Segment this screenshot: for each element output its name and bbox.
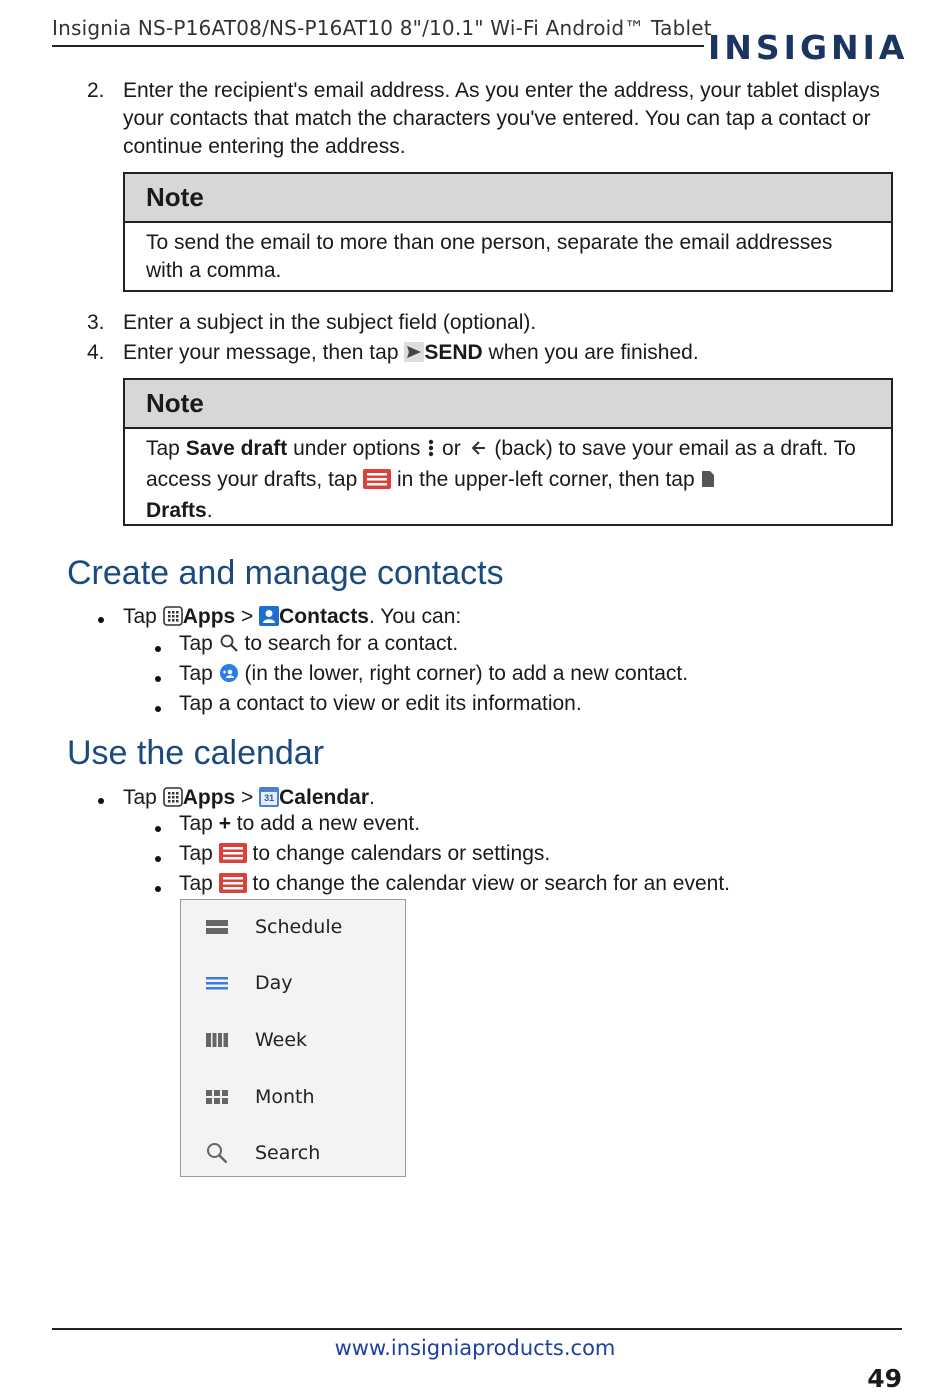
menu-item-search[interactable] (181, 1133, 405, 1173)
calendar-icon-date: 31 (264, 793, 275, 803)
note-2-part: (back) to save your email as a draft. To access your drafts, tap (146, 437, 856, 491)
tap-text: Tap (179, 872, 219, 895)
apps-label: Apps (182, 605, 236, 628)
step-2-text: Enter the recipient's email address. As you enter the address, your tablet displays your contacts that match the characters you've entered. You can tap a contact or continue entering the address. (123, 79, 880, 158)
tap-text: Tap (179, 812, 219, 835)
tap-text: Tap (179, 632, 219, 655)
note-2-part: in the upper-left corner, then tap (391, 468, 701, 491)
note-2-part: or (436, 437, 467, 460)
calendar-sub-3 (179, 870, 730, 901)
tap-text: Tap (123, 605, 163, 628)
step-4-send-label: SEND (424, 341, 483, 364)
month-icon (203, 1083, 231, 1111)
search-icon (203, 1139, 231, 1167)
menu-label-day: Day (255, 972, 293, 994)
send-icon (404, 342, 424, 370)
brand-logo: INSIGNIA (708, 28, 909, 67)
day-icon (203, 969, 231, 997)
separator-text: > (235, 786, 260, 809)
footer-rule (52, 1328, 902, 1330)
separator-text: > (235, 605, 260, 628)
calendar-sub-2 (179, 840, 550, 871)
calendar-label: Calendar (279, 786, 370, 809)
step-4-number: 4. (87, 341, 105, 364)
tap-text: Tap (179, 842, 219, 865)
menu-icon (219, 843, 247, 871)
menu-item-month[interactable] (181, 1077, 405, 1117)
calendar-app-icon (259, 787, 279, 807)
step-3-text: Enter a subject in the subject field (optional). (123, 311, 537, 334)
save-draft-label: Save draft (185, 437, 288, 460)
note-box-2 (123, 378, 893, 526)
menu-label-schedule: Schedule (255, 916, 343, 938)
menu-label-week: Week (255, 1029, 308, 1051)
calendar-heading: Use the calendar (67, 734, 325, 772)
sub-text: to change calendars or settings. (246, 842, 551, 865)
apps-label: Apps (182, 786, 236, 809)
note-box-1 (123, 172, 893, 292)
you-can-text: . You can: (369, 605, 462, 628)
menu-icon (363, 469, 391, 497)
step-2-number: 2. (87, 79, 105, 102)
tap-text: Tap (123, 786, 163, 809)
calendar-view-menu (180, 899, 406, 1177)
plus-icon: + (218, 812, 231, 835)
back-arrow-icon (467, 438, 489, 466)
note-2-text (125, 429, 891, 533)
step-4-pre: Enter your message, then tap (123, 341, 405, 364)
contacts-sub-1 (179, 630, 458, 661)
period-text: . (369, 786, 375, 809)
menu-icon (219, 873, 247, 901)
bullet (155, 676, 161, 682)
bullet (155, 826, 161, 832)
contacts-sub-2 (179, 660, 688, 691)
document-header-title: Insignia NS-P16AT08/NS-P16AT10 8"/10.1" Wi-Fi Android™ Tablet (52, 16, 712, 40)
sub-text: (in the lower, right corner) to add a new contact. (238, 662, 689, 685)
menu-item-schedule[interactable] (181, 907, 405, 947)
menu-item-week[interactable] (181, 1020, 405, 1060)
page-number: 49 (867, 1364, 902, 1393)
note-2-part: Tap (146, 437, 186, 460)
bullet (155, 646, 161, 652)
note-2-part: under options (287, 437, 427, 460)
contacts-heading: Create and manage contacts (67, 554, 504, 592)
step-4-text (123, 339, 699, 370)
note-2-title: Note (125, 380, 891, 429)
bullet (155, 856, 161, 862)
calendar-sub-1 (179, 810, 420, 838)
step-4-post: when you are finished. (482, 341, 699, 364)
bullet (155, 886, 161, 892)
bullet (155, 706, 161, 712)
note-1-text: To send the email to more than one person, separate the email addresses with a comma. (146, 231, 833, 282)
contacts-label: Contacts (279, 605, 369, 628)
menu-item-day[interactable] (181, 963, 405, 1003)
sub-text: to search for a contact. (238, 632, 459, 655)
add-contact-icon (219, 663, 239, 691)
menu-label-month: Month (255, 1086, 315, 1108)
footer-website-link[interactable]: www.insigniaproducts.com (334, 1336, 616, 1360)
note-1-title: Note (125, 174, 891, 223)
note-2-part: . (206, 499, 213, 522)
header-rule (52, 45, 704, 47)
sub-text: to change the calendar view or search for an event. (246, 872, 730, 895)
drafts-label: Drafts (146, 499, 207, 522)
sub-text: to add a new event. (230, 812, 421, 835)
menu-label-search: Search (255, 1142, 321, 1164)
bullet (98, 617, 104, 623)
more-options-icon (426, 438, 436, 466)
week-icon (203, 1026, 231, 1054)
bullet (98, 798, 104, 804)
tap-text: Tap (179, 662, 219, 685)
step-3-number: 3. (87, 311, 105, 334)
search-icon (219, 633, 239, 661)
schedule-icon (203, 913, 231, 941)
contacts-sub-3: Tap a contact to view or edit its information. (179, 692, 582, 715)
drafts-icon (700, 469, 716, 497)
